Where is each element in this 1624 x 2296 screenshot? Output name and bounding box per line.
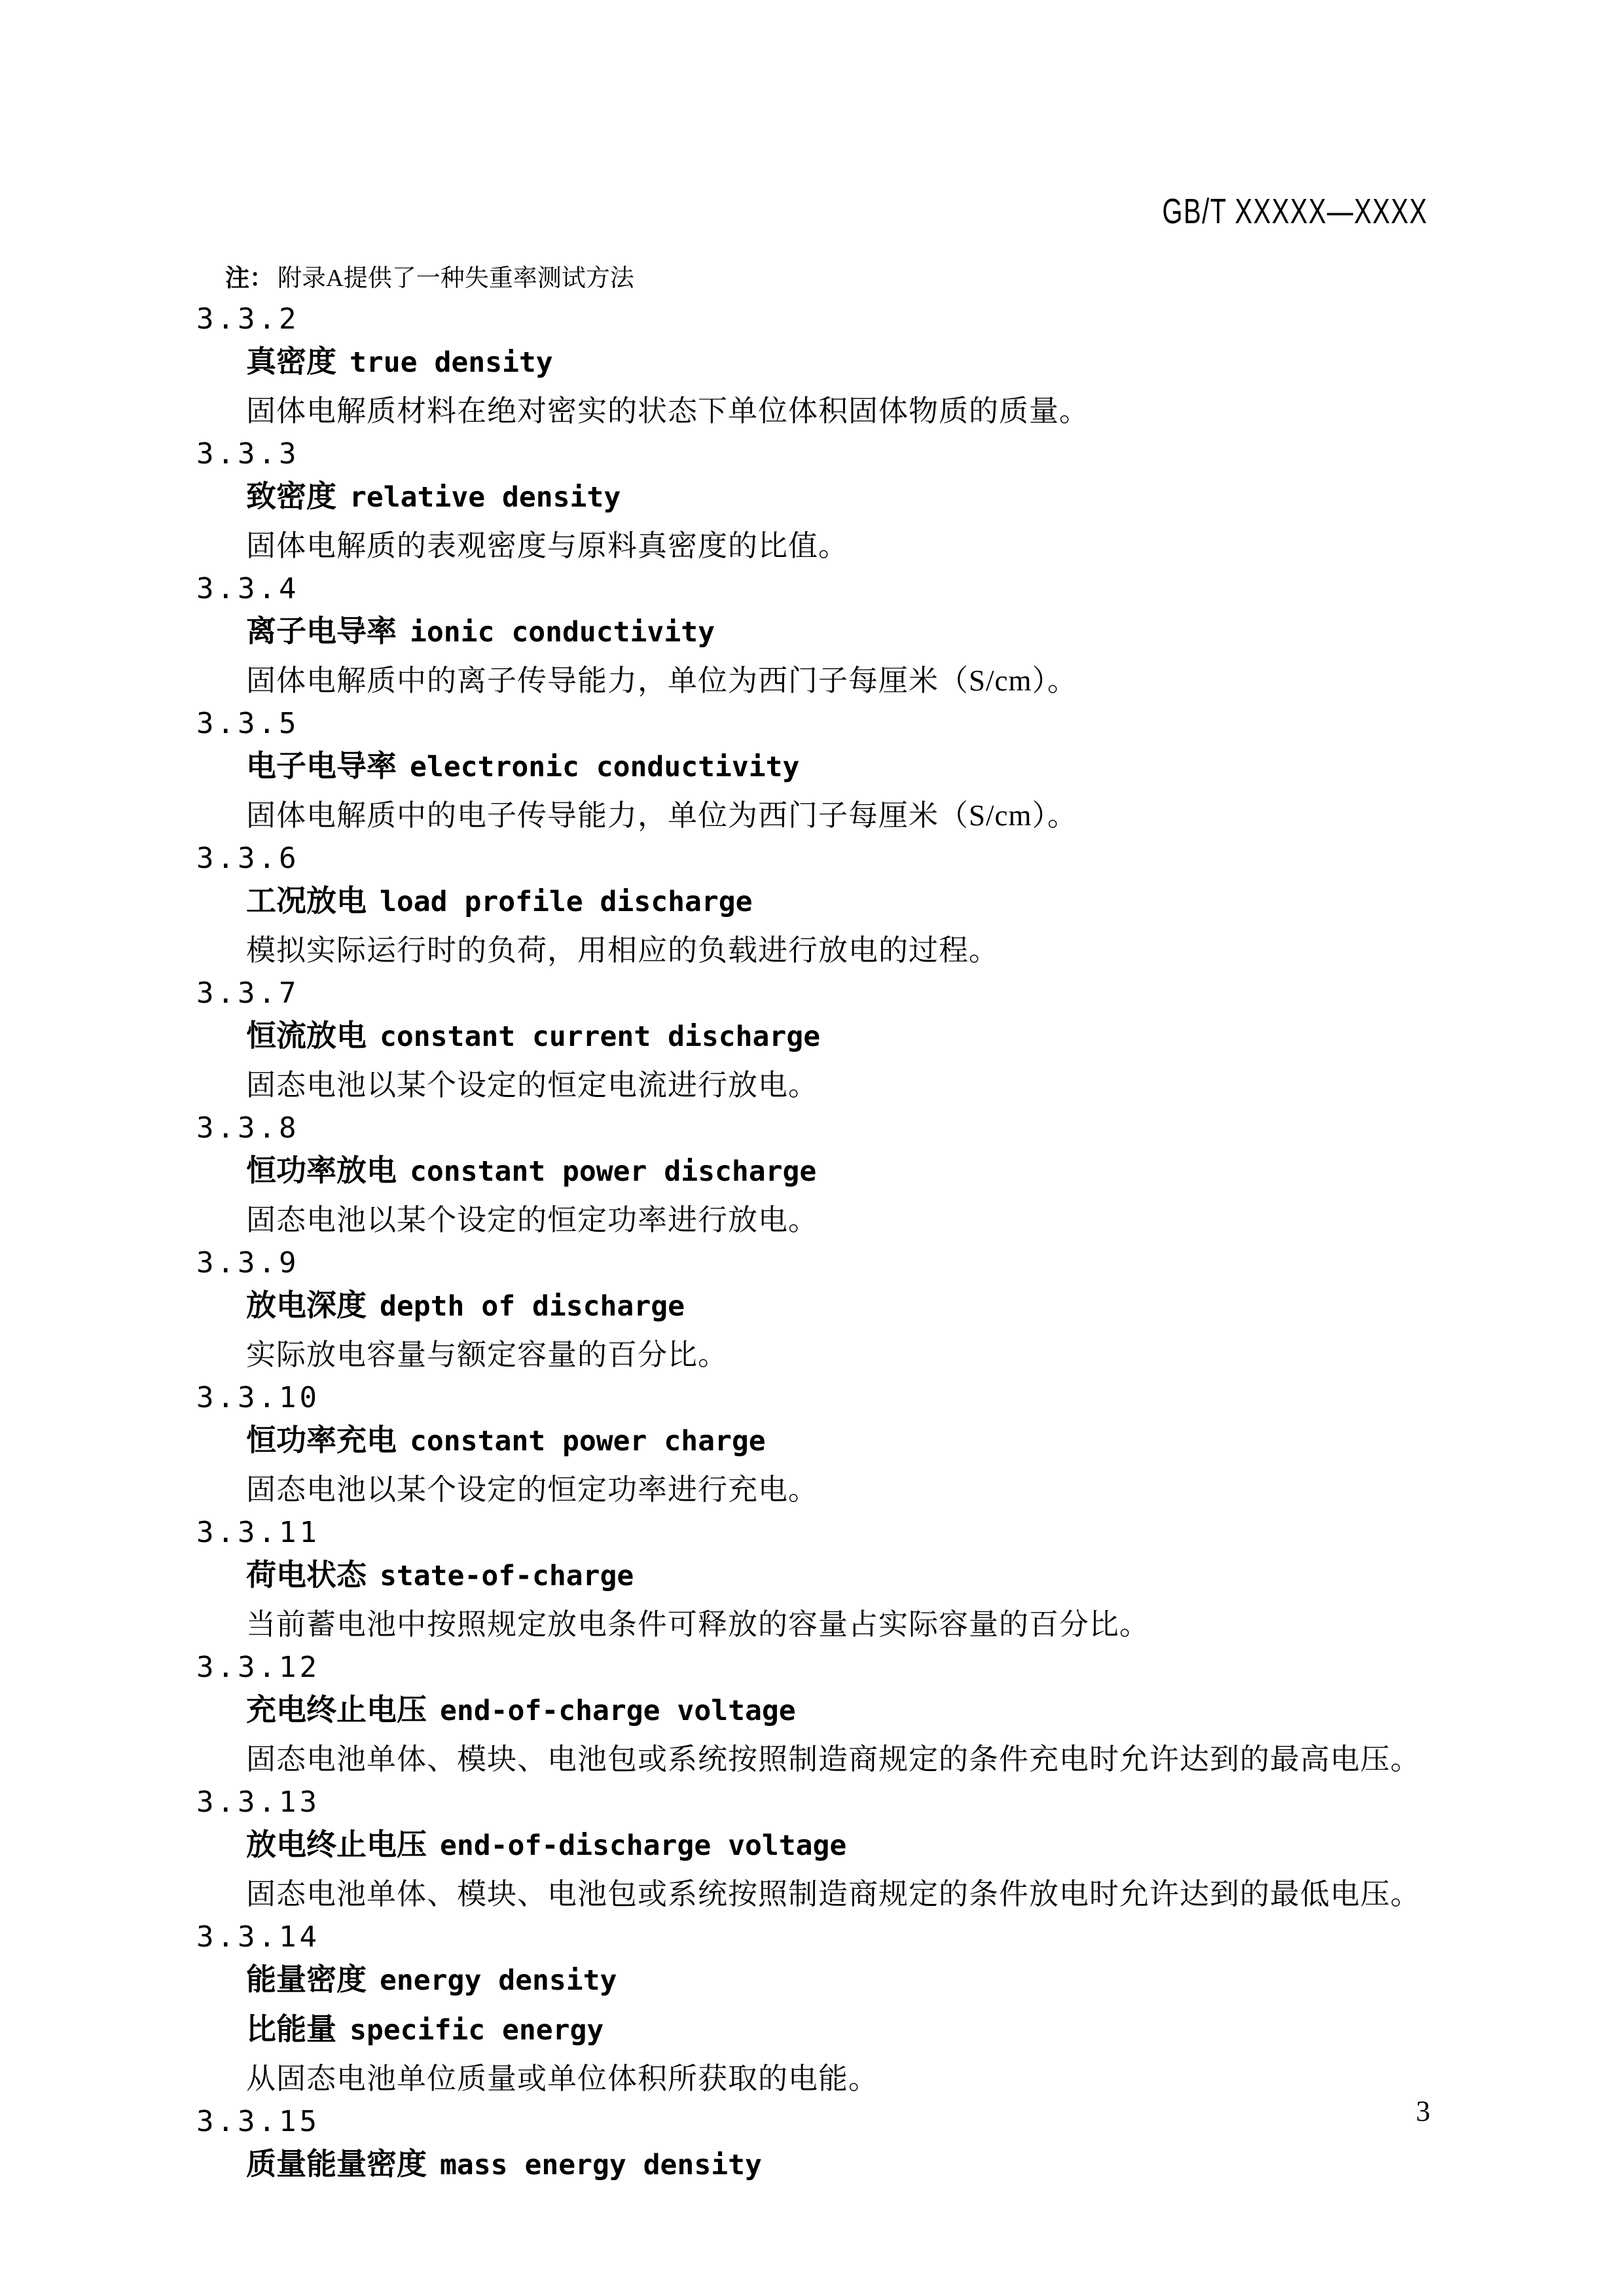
term-english: constant power discharge xyxy=(410,1155,817,1188)
clause-number: 3.3.6 xyxy=(196,842,300,875)
clause-number: 3.3.5 xyxy=(196,707,300,740)
term-english: constant current discharge xyxy=(380,1020,821,1053)
clause-block xyxy=(196,972,1434,1107)
clause-number: 3.3.8 xyxy=(196,1111,300,1145)
note-text: 附录A提供了一种失重率测试方法 xyxy=(278,265,634,292)
clause-number: 3.3.14 xyxy=(196,1920,320,1954)
clause-block xyxy=(196,1376,1434,1511)
clause-block xyxy=(196,1781,1434,1916)
term-chinese: 放电深度 xyxy=(246,1288,367,1322)
term-english: end-of-charge voltage xyxy=(440,1695,796,1727)
term-line xyxy=(246,1689,1434,1738)
term-chinese: 工况放电 xyxy=(246,884,367,918)
term-english: constant power charge xyxy=(410,1425,766,1458)
clause-number: 3.3.4 xyxy=(196,572,300,605)
clause-block xyxy=(196,837,1434,972)
term-line xyxy=(246,340,1434,390)
note-line xyxy=(225,259,1434,298)
term-english: specific energy xyxy=(350,2014,604,2047)
clause-number: 3.3.13 xyxy=(196,1785,320,1819)
term-line xyxy=(246,2008,1434,2058)
term-chinese: 荷电状态 xyxy=(246,1558,367,1592)
term-definition: 固体电解质中的电子传导能力，单位为西门子每厘米（S/cm）。 xyxy=(246,799,1078,832)
term-definition: 从固态电池单位质量或单位体积所获取的电能。 xyxy=(246,2062,879,2095)
term-chinese: 充电终止电压 xyxy=(246,1693,427,1727)
term-definition: 固态电池以某个设定的恒定功率进行放电。 xyxy=(246,1204,819,1236)
clause-number: 3.3.10 xyxy=(196,1381,320,1414)
term-definition: 固体电解质材料在绝对密实的状态下单位体积固体物质的质量。 xyxy=(246,395,1090,427)
clause-block xyxy=(196,1916,1434,2100)
term-chinese: 致密度 xyxy=(246,479,336,513)
term-english: end-of-discharge voltage xyxy=(440,1829,847,1862)
page-number: 3 xyxy=(1416,2095,1430,2127)
clause-number: 3.3.15 xyxy=(196,2105,320,2138)
clause-number: 3.3.7 xyxy=(196,977,300,1010)
clause-block xyxy=(196,1646,1434,1781)
term-definition: 实际放电容量与额定容量的百分比。 xyxy=(246,1338,729,1371)
clause-block xyxy=(196,1242,1434,1376)
clause-block xyxy=(196,2100,1434,2193)
term-english: electronic conductivity xyxy=(410,751,800,783)
term-line xyxy=(246,880,1434,929)
term-definition: 固体电解质的表观密度与原料真密度的比值。 xyxy=(246,529,849,562)
term-chinese: 真密度 xyxy=(246,344,336,378)
term-line xyxy=(246,1284,1434,1334)
note-label: 注： xyxy=(225,264,274,291)
term-chinese: 恒功率放电 xyxy=(246,1153,397,1187)
term-line xyxy=(246,475,1434,525)
term-definition: 固态电池单体、模块、电池包或系统按照制造商规定的条件充电时允许达到的最高电压。 xyxy=(246,1743,1421,1776)
clause-block xyxy=(196,298,1434,433)
term-definition: 模拟实际运行时的负荷，用相应的负载进行放电的过程。 xyxy=(246,934,1000,967)
term-line xyxy=(246,1958,1434,2008)
term-english: mass energy density xyxy=(440,2149,762,2181)
clause-block xyxy=(196,702,1434,837)
clause-number: 3.3.2 xyxy=(196,302,300,336)
term-chinese: 恒流放电 xyxy=(246,1018,367,1052)
term-chinese: 离子电导率 xyxy=(246,614,397,648)
term-definition: 固态电池以某个设定的恒定电流进行放电。 xyxy=(246,1069,819,1102)
clause-block xyxy=(196,433,1434,567)
term-definition: 固体电解质中的离子传导能力，单位为西门子每厘米（S/cm）。 xyxy=(246,664,1078,697)
term-definition: 固态电池以某个设定的恒定功率进行充电。 xyxy=(246,1473,819,1506)
term-english: energy density xyxy=(380,1964,617,1997)
clause-number: 3.3.12 xyxy=(196,1651,320,1684)
term-chinese: 能量密度 xyxy=(246,1962,367,1996)
term-line xyxy=(246,1554,1434,1604)
clause-number: 3.3.3 xyxy=(196,437,300,471)
term-chinese: 恒功率充电 xyxy=(246,1423,397,1457)
term-english: true density xyxy=(350,346,553,379)
clause-number: 3.3.9 xyxy=(196,1246,300,1280)
term-line xyxy=(246,2143,1434,2193)
clauses-list xyxy=(196,298,1434,2193)
term-english: load profile discharge xyxy=(380,886,753,918)
term-line xyxy=(246,1149,1434,1199)
clause-block xyxy=(196,1107,1434,1242)
term-line xyxy=(246,1419,1434,1469)
clause-number: 3.3.11 xyxy=(196,1516,320,1549)
term-chinese: 比能量 xyxy=(246,2012,336,2046)
term-line xyxy=(246,745,1434,795)
term-definition: 当前蓄电池中按照规定放电条件可释放的容量占实际容量的百分比。 xyxy=(246,1608,1150,1641)
term-english: state-of-charge xyxy=(380,1560,634,1592)
term-definition: 固态电池单体、模块、电池包或系统按照制造商规定的条件放电时允许达到的最低电压。 xyxy=(246,1878,1421,1910)
term-chinese: 放电终止电压 xyxy=(246,1827,427,1861)
clause-block xyxy=(196,567,1434,702)
term-chinese: 电子电导率 xyxy=(246,749,397,783)
term-english: ionic conductivity xyxy=(410,616,715,649)
term-chinese: 质量能量密度 xyxy=(246,2147,427,2181)
terms-section xyxy=(196,259,1434,2193)
standard-code-header: GB/T XXXXX—XXXX xyxy=(1162,192,1428,231)
term-english: depth of discharge xyxy=(380,1290,685,1323)
term-line xyxy=(246,1014,1434,1064)
term-english: relative density xyxy=(350,481,621,514)
term-line xyxy=(246,610,1434,660)
term-line xyxy=(246,1823,1434,1873)
clause-block xyxy=(196,1511,1434,1646)
